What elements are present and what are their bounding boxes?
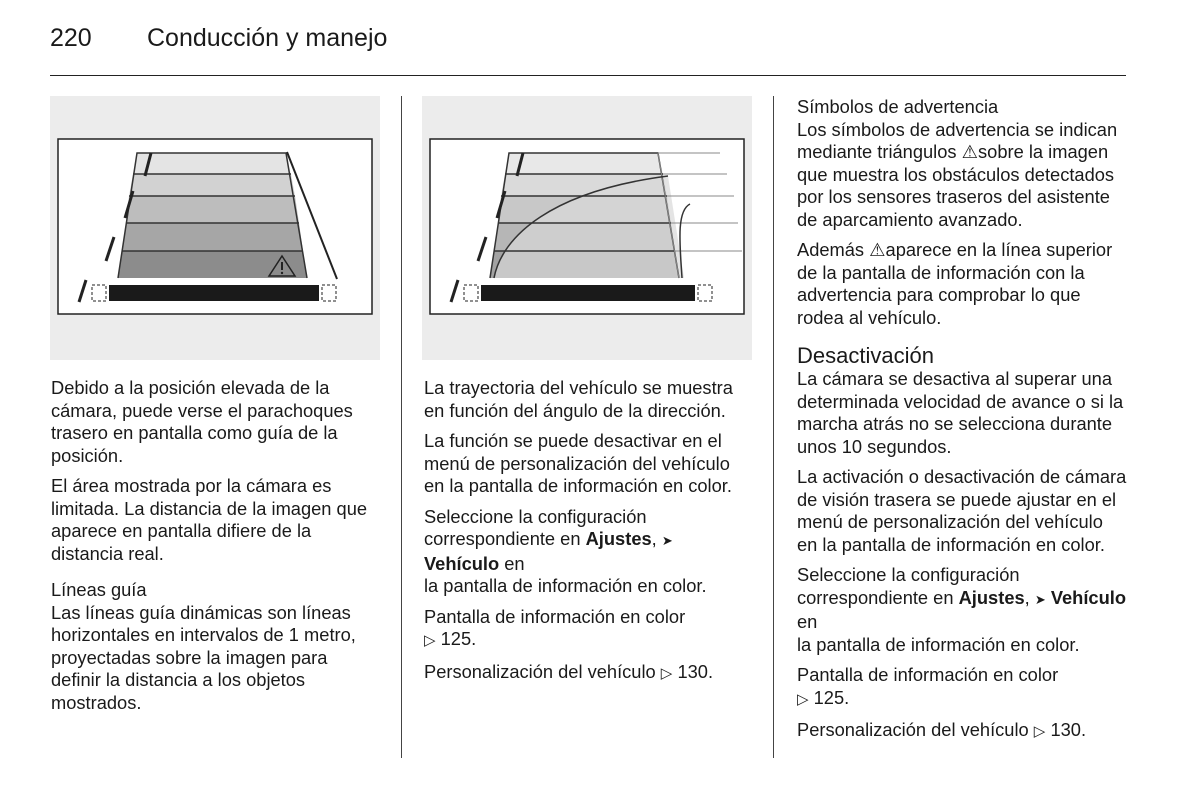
xref-arrow-icon: ▷ bbox=[424, 632, 436, 649]
paragraph: Debido a la posición elevada de la cámara, puede verse el parachoques trasero en pantalla como guía de la posición. bbox=[51, 377, 353, 466]
cross-reference bbox=[424, 606, 752, 653]
xref-arrow-icon: ▷ bbox=[660, 664, 673, 682]
reference-text: Personalización del vehículo bbox=[424, 660, 656, 682]
text-span: la pantalla de información en color. bbox=[797, 633, 1080, 655]
page-number: 220 bbox=[50, 24, 92, 52]
section-heading: Símbolos de advertencia bbox=[797, 96, 999, 117]
rear-camera-figure-static bbox=[50, 96, 380, 360]
menu-arrow-icon: ➤ bbox=[1034, 591, 1046, 607]
cross-reference bbox=[797, 664, 1127, 711]
column-1 bbox=[51, 377, 381, 722]
cross-reference bbox=[424, 661, 752, 686]
chapter-title: Conducción y manejo bbox=[147, 24, 388, 52]
reference-page: 125. bbox=[813, 686, 850, 708]
text-span: la pantalla de información en color. bbox=[424, 575, 707, 596]
text-span: aparece en la línea superior de la pantalla de información con la advertencia para comprobar lo que rodea al vehículo. bbox=[797, 239, 1113, 328]
reference-text: Pantalla de información en color bbox=[424, 605, 686, 627]
text-span: Los símbolos de advertencia se indican mediante triángulos bbox=[797, 118, 1118, 162]
text-span: en bbox=[797, 611, 818, 632]
column-2 bbox=[424, 377, 752, 693]
paragraph: El área mostrada por la cámara es limitada. La distancia de la imagen que aparece en pantalla difiere de la distancia real. bbox=[51, 475, 368, 564]
reference-text: Pantalla de información en color bbox=[797, 664, 1059, 685]
xref-arrow-icon: ▷ bbox=[1033, 723, 1046, 740]
xref-arrow-icon: ▷ bbox=[797, 690, 809, 708]
reference-text: Personalización del vehículo bbox=[797, 719, 1029, 740]
column-3 bbox=[797, 96, 1127, 752]
section-heading: Líneas guía bbox=[51, 579, 147, 600]
text-span: en bbox=[499, 552, 525, 574]
text-span: Seleccione la configuración correspondiente en bbox=[797, 564, 1020, 608]
text-span: Seleccione la configuración correspondiente en bbox=[424, 505, 647, 549]
header-rule bbox=[50, 75, 1126, 76]
reference-page: 130. bbox=[1050, 719, 1087, 740]
menu-arrow-icon: ➤ bbox=[661, 533, 673, 548]
paragraph bbox=[797, 239, 1127, 329]
warning-triangle-icon: ⚠ bbox=[961, 141, 979, 162]
paragraph: La activación o desactivación de cámara de visión trasera se puede ajustar en el menú de personalización del vehículo en la pantalla de información en color. bbox=[797, 466, 1127, 555]
paragraph: Seleccione la configuración correspondiente en Ajustes, ➤ Vehículo en la pantalla de información en color. bbox=[797, 564, 1127, 655]
menu-item-vehiculo: Vehículo bbox=[424, 552, 500, 574]
paragraph: Las líneas guía dinámicas son líneas horizontales en intervalos de 1 metro, proyectadas sobre la imagen para definir la distancia a los objetos mostrados. bbox=[51, 601, 356, 713]
reference-page: 130. bbox=[677, 660, 714, 682]
column-divider bbox=[401, 96, 402, 758]
paragraph: Seleccione la configuración correspondiente en Ajustes, ➤ Vehículo en la pantalla de información en color. bbox=[424, 505, 707, 596]
cross-reference bbox=[797, 719, 1127, 744]
paragraph: La función se puede desactivar en el menú de personalización del vehículo en la pantalla de información en color. bbox=[424, 430, 732, 496]
column-divider bbox=[773, 96, 774, 758]
reference-page: 125. bbox=[440, 628, 477, 649]
warning-triangle-icon: ⚠ bbox=[869, 239, 886, 260]
menu-item-ajustes: Ajustes bbox=[585, 528, 652, 549]
menu-item-vehiculo: Vehículo bbox=[1050, 586, 1127, 608]
menu-item-ajustes: Ajustes bbox=[958, 586, 1025, 608]
text-span: sobre la imagen que muestra los obstáculos detectados por los sensores traseros del asistente de aparcamiento avanzado. bbox=[797, 141, 1115, 230]
rear-camera-trajectory-illustration bbox=[422, 96, 752, 360]
paragraph bbox=[797, 119, 1127, 232]
paragraph: La trayectoria del vehículo se muestra en función del ángulo de la dirección. bbox=[424, 377, 733, 421]
rear-camera-illustration bbox=[50, 96, 380, 360]
section-heading: Desactivación bbox=[797, 343, 934, 368]
rear-camera-figure-dynamic bbox=[422, 96, 752, 360]
text-span: Además bbox=[797, 239, 870, 260]
paragraph: La cámara se desactiva al superar una determinada velocidad de avance o si la marcha atrás no se selecciona durante unos 10 segundos. bbox=[797, 368, 1124, 457]
